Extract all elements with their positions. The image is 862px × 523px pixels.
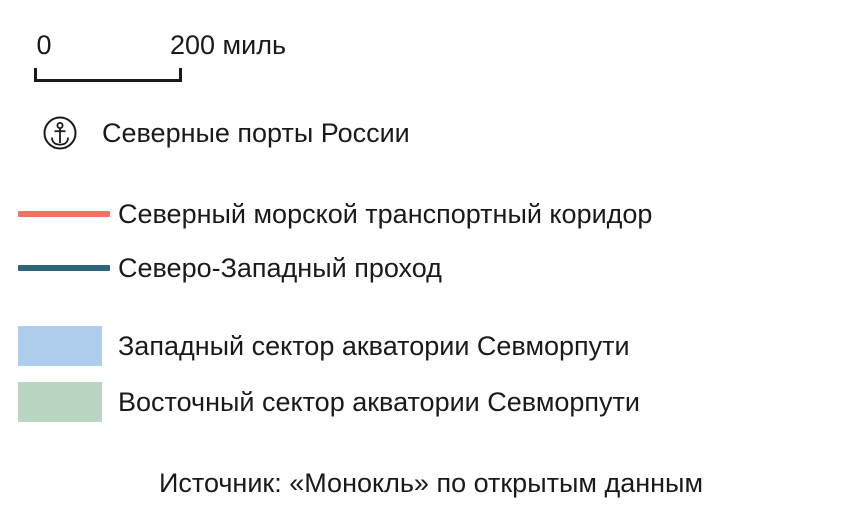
scale-max-label: 200 миль: [170, 30, 287, 60]
line-swatch-icon: [18, 265, 110, 271]
legend-label-sea-corridor: Северный морской транспортный коридор: [118, 199, 653, 229]
area-swatch-icon: [18, 326, 102, 366]
legend-item-ports: [18, 108, 410, 158]
scale-zero-label: 0: [36, 30, 52, 60]
east-sector-swatch: [18, 382, 118, 422]
west-sector-swatch: [18, 326, 118, 366]
area-swatch-icon: [18, 382, 102, 422]
northwest-passage-swatch: [18, 265, 118, 271]
legend-item-east-sector: [18, 379, 640, 425]
source-note: Источник: «Монокль» по открытым данным: [158, 468, 704, 498]
line-swatch-icon: [18, 211, 110, 217]
anchor-icon: [42, 115, 78, 151]
legend-item-sea-corridor: [18, 194, 652, 234]
scale-bar-labels: [18, 28, 318, 62]
legend-item-west-sector: [18, 323, 630, 369]
legend-label-east-sector: Восточный сектор акватории Севморпути: [118, 387, 640, 417]
legend-label-ports: Северные порты России: [102, 118, 410, 148]
legend-label-northwest-passage: Северо-Западный проход: [118, 253, 442, 283]
legend-label-west-sector: Западный сектор акватории Севморпути: [118, 331, 630, 361]
anchor-symbol: [18, 115, 102, 151]
scale-bar-ruler: [34, 68, 182, 82]
scale-bar: [18, 28, 318, 84]
legend-item-northwest-passage: [18, 248, 442, 288]
sea-corridor-swatch: [18, 211, 118, 217]
